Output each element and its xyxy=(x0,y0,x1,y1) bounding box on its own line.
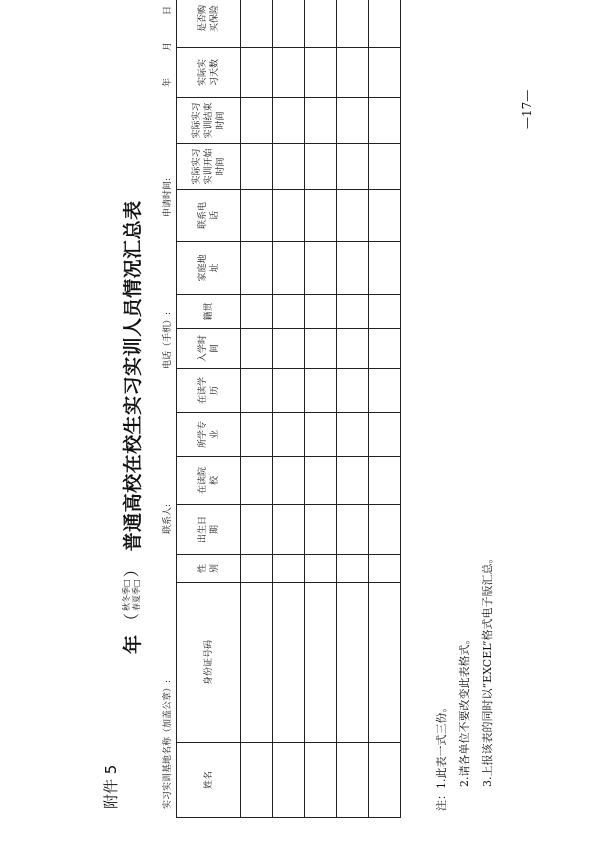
table-cell xyxy=(369,242,401,295)
table-cell xyxy=(241,242,273,295)
unit-name-label: 实习实训基地名称（加盖公章）: xyxy=(163,679,173,809)
table-row xyxy=(369,0,401,818)
table-cell xyxy=(337,329,369,369)
table-cell xyxy=(273,190,305,242)
contact-person-label: 联系人: xyxy=(163,503,173,534)
table-cell xyxy=(273,144,305,190)
table-cell xyxy=(273,295,305,329)
table-cell xyxy=(337,555,369,583)
header-birth-date: 出生日期 xyxy=(177,505,241,555)
header-id-number: 身份证号码 xyxy=(177,583,241,743)
title-text: 普通高校在校生实习实训人员情况汇总表 xyxy=(122,200,144,552)
table-cell xyxy=(369,48,401,98)
header-education: 在读学历 xyxy=(177,369,241,413)
semester-spring-summer-checkbox: 春夏季□ xyxy=(131,579,141,611)
table-row xyxy=(337,0,369,818)
table-cell xyxy=(241,583,273,743)
table-cell xyxy=(273,505,305,555)
table-row xyxy=(241,0,273,818)
title-year-suffix: 年 xyxy=(122,634,144,654)
table-cell xyxy=(273,242,305,295)
table-cell xyxy=(337,190,369,242)
header-end-time: 实际实习实训结束时间 xyxy=(177,98,241,144)
semester-open-paren: （ xyxy=(121,612,141,629)
table-body xyxy=(241,0,401,818)
table-cell xyxy=(337,743,369,818)
table-cell xyxy=(305,583,337,743)
table-cell xyxy=(337,457,369,505)
header-enroll-time: 入学时间 xyxy=(177,329,241,369)
table-cell xyxy=(305,295,337,329)
table-cell xyxy=(305,190,337,242)
table-cell xyxy=(337,505,369,555)
table-cell xyxy=(305,413,337,457)
table-cell xyxy=(369,583,401,743)
table-cell xyxy=(305,743,337,818)
note-item: 3.上报该表的同时以“EXCEL”格式电子版汇总。 xyxy=(481,552,494,787)
table-cell xyxy=(305,0,337,48)
attachment-label: 附件 5 xyxy=(102,764,120,809)
table-cell xyxy=(337,413,369,457)
summary-table xyxy=(176,0,401,818)
semester-close-paren: ） xyxy=(121,561,141,578)
table-cell xyxy=(273,369,305,413)
table-cell xyxy=(337,48,369,98)
table-cell xyxy=(273,457,305,505)
table-cell xyxy=(241,0,273,48)
table-cell xyxy=(305,555,337,583)
table-cell xyxy=(241,329,273,369)
table-cell xyxy=(369,295,401,329)
header-major: 所学专业 xyxy=(177,413,241,457)
table-cell xyxy=(241,144,273,190)
table-cell xyxy=(273,413,305,457)
table-cell xyxy=(369,505,401,555)
header-insurance: 是否购买保险 xyxy=(177,0,241,48)
table-header-row xyxy=(177,0,241,818)
header-native-place: 籍贯 xyxy=(177,295,241,329)
header-gender: 性别 xyxy=(177,555,241,583)
header-contact-phone: 联系电话 xyxy=(177,190,241,242)
table-cell xyxy=(273,0,305,48)
table-cell xyxy=(337,98,369,144)
table-cell xyxy=(273,743,305,818)
table-cell xyxy=(369,0,401,48)
table-cell xyxy=(369,457,401,505)
table-cell xyxy=(305,98,337,144)
table-cell xyxy=(273,48,305,98)
table-cell xyxy=(305,457,337,505)
table-cell xyxy=(273,583,305,743)
year-label: 年 xyxy=(163,77,173,87)
note-item: 1.此表一式三份。 xyxy=(435,701,448,789)
table-cell xyxy=(369,190,401,242)
table-row xyxy=(305,0,337,818)
table-cell xyxy=(241,457,273,505)
table-cell xyxy=(273,555,305,583)
table-cell xyxy=(369,555,401,583)
day-label: 日 xyxy=(163,5,173,15)
table-cell xyxy=(337,583,369,743)
table-cell xyxy=(241,295,273,329)
table-cell xyxy=(241,413,273,457)
month-label: 月 xyxy=(163,41,173,51)
table-cell xyxy=(369,369,401,413)
header-school: 在读院校 xyxy=(177,457,241,505)
table-cell xyxy=(337,144,369,190)
table-cell xyxy=(305,329,337,369)
table-cell xyxy=(305,505,337,555)
table-cell xyxy=(241,369,273,413)
table-cell xyxy=(369,144,401,190)
table-cell xyxy=(337,0,369,48)
table-cell xyxy=(273,329,305,369)
apply-time-label: 申请时间: xyxy=(163,177,173,217)
table-cell xyxy=(369,413,401,457)
page-number: —17— xyxy=(520,89,534,129)
notes-prefix: 注： xyxy=(435,789,448,811)
header-name: 姓名 xyxy=(177,743,241,818)
table-cell xyxy=(241,505,273,555)
note-item: 2.请各单位不要改变此表格式。 xyxy=(458,633,471,787)
table-cell xyxy=(337,242,369,295)
table-cell xyxy=(337,369,369,413)
table-cell xyxy=(273,98,305,144)
table-cell xyxy=(241,743,273,818)
notes xyxy=(430,552,499,811)
header-home-address: 家庭地址 xyxy=(177,242,241,295)
document-title xyxy=(118,200,145,654)
table-cell xyxy=(305,369,337,413)
phone-label: 电话（手机）: xyxy=(163,311,173,369)
table-cell xyxy=(241,555,273,583)
table-cell xyxy=(241,190,273,242)
table-cell xyxy=(369,98,401,144)
table-row xyxy=(273,0,305,818)
semester-autumn-winter-checkbox: 秋冬季□ xyxy=(121,579,131,611)
table-cell xyxy=(369,329,401,369)
table-cell xyxy=(305,242,337,295)
header-actual-days: 实际实习天数 xyxy=(177,48,241,98)
table-cell xyxy=(305,144,337,190)
table-cell xyxy=(241,48,273,98)
table-cell xyxy=(305,48,337,98)
semester-choice xyxy=(122,561,142,629)
table-cell xyxy=(337,295,369,329)
header-start-time: 实际实习实训开始时间 xyxy=(177,144,241,190)
table-cell xyxy=(241,98,273,144)
table-cell xyxy=(369,743,401,818)
